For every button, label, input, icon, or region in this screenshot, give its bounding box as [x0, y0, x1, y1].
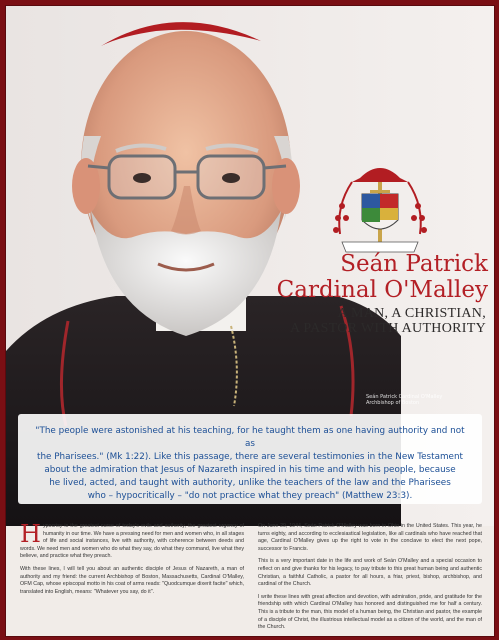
- body-paragraph: On June 29, 1944, Seán Patrick O'Malley was born in Ohio in the United States. This year, he turns eighty, and according to ecclesiastical legislation, like all cardinals who have reached that age, Cardinal O'Malley gives up the right to vote in the conclave to elect the next pope, successor to Francis.: [258, 523, 482, 552]
- body-paragraph: With these lines, I will tell you about an authentic disciple of Jesus of Nazareth, a man of authority and my friend: the current Archbishop of Boston, Massachusetts, Cardinal O'Malley, OFM Cap, whose episcopal motto in his coat of arms reads: "Quodcumque dixerit facite" which, translated into English, means: "Whatever you say, do it".: [20, 565, 244, 595]
- body-paragraph: [20, 520, 244, 561]
- body-column-right: [258, 523, 482, 637]
- subtitle-line-2: A PASTOR WITH AUTHORITY: [289, 321, 486, 336]
- name-line-2: Cardinal O'Malley: [276, 277, 488, 303]
- quote-line: "The people were astonished at his teaching, for he taught them as one having authority and not as: [35, 426, 465, 449]
- quote-line: who – hypocritically – "do not practice what they preach" (Matthew 23:3).: [87, 491, 413, 501]
- paragraph-text: ypocrisy is the greatest curse of today's evils and authority, the greatest urgency of humanity in our time. We have a pressing need for men and women who, in all stages of life and social instances, live with authority, with coherence between deeds and words. We need men and women who do what they say, do what they command, live what they believe, and practice what they preach.: [20, 523, 244, 560]
- subtitle-line-1: A MAN, A CHRISTIAN,: [337, 306, 486, 321]
- name-line-1: Seán Patrick: [340, 251, 488, 277]
- quote-line: the Pharisees." (Mk 1:22). Like this passage, there are several testimonies in the New Testament: [37, 452, 463, 462]
- quote-line: he lived, acted, and taught with authority, unlike the teachers of the law and the Pharisees: [49, 478, 451, 488]
- caption-line-2: Archbishop of Boston: [366, 400, 420, 406]
- coat-of-arms-icon: [328, 156, 432, 264]
- magazine-page: [5, 5, 495, 637]
- body-paragraph: This is a very important date in the life and work of Seán O'Malley and a special occasion to reflect on and give thanks for his legacy, to pay tribute to this great human being and authentic Christian, a faithful Catholic, a pastor for all hours, a friar, priest, bishop, archbishop, and cardinal of the Church.: [258, 558, 482, 588]
- caption-line-1: Seán Patrick Cardinal O'Malley: [366, 394, 443, 400]
- drop-cap: H: [20, 520, 41, 548]
- quote-line: about the admiration that Jesus of Nazareth inspired in his time and with his people, because: [44, 465, 456, 475]
- body-column-left: [20, 520, 244, 601]
- pull-quote: [30, 425, 470, 503]
- cardinal-name-heading: [216, 251, 488, 303]
- body-paragraph: I write these lines with great affection and devotion, with admiration, pride, and gratitude for the friendship with which Cardinal O'Malley has honored and distinguished me for half a century. This is a tribute to the man, this model of a human being, the Christian and pastor, the example of a disciple of Christ, the illustrious intellectual model as a citizen of the world, and the man of the Church.: [258, 593, 482, 631]
- photo-caption: [366, 394, 442, 406]
- article-subtitle: [216, 306, 486, 336]
